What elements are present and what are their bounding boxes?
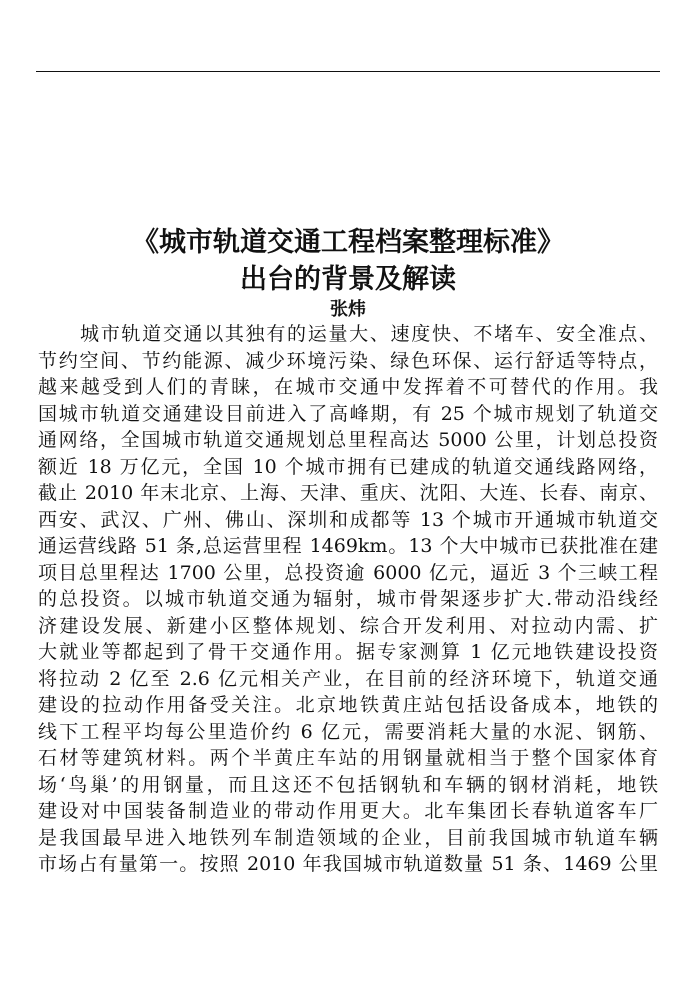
body-line: 济建设发展、新建小区整体规划、综合开发利用、对拉动内需、扩 xyxy=(38,614,658,637)
body-line: 节约空间、节约能源、减少环境污染、绿色环保、运行舒适等特点， xyxy=(38,349,658,372)
body-line: 通运营线路 51 条,总运营里程 1469km。13 个大中城市已获批准在建 xyxy=(38,535,658,557)
body-line: 项目总里程达 1700 公里，总投资逾 6000 亿元，逼近 3 个三峡工程 xyxy=(38,561,658,584)
body-line: 通网络，全国城市轨道交通规划总里程高达 5000 公里，计划总投资 xyxy=(38,429,658,451)
header-rule xyxy=(36,71,660,72)
body-line: 场‘鸟巢’的用钢量，而且这还不包括钢轨和车辆的钢材消耗，地铁 xyxy=(38,773,658,796)
body-line: 额近 18 万亿元，全国 10 个城市拥有已建成的轨道交通线路网络， xyxy=(38,455,658,478)
body-line: 石材等建筑材料。两个半黄庄车站的用钢量就相当于整个国家体育 xyxy=(38,747,658,769)
body-line: 国城市轨道交通建设目前进入了高峰期，有 25 个城市规划了轨道交 xyxy=(38,402,658,425)
body-line: 大就业等都起到了骨干交通作用。据专家测算 1 亿元地铁建设投资 xyxy=(38,641,658,663)
body-line: 的总投资。以城市轨道交通为辐射，城市骨架逐步扩大.带动沿线经 xyxy=(38,588,658,610)
body-line: 城市轨道交通以其独有的运量大、速度快、不堵车、安全准点、 xyxy=(80,323,658,345)
article-title-line-1: 《城市轨道交通工程档案整理标准》 xyxy=(132,227,564,258)
article-body xyxy=(38,321,658,878)
author-name: 张炜 xyxy=(330,299,366,320)
body-line: 越来越受到人们的青睐，在城市交通中发挥着不可替代的作用。我 xyxy=(38,376,658,398)
body-line: 建设的拉动作用备受关注。北京地铁黄庄站包括设备成本，地铁的 xyxy=(38,694,658,716)
body-line: 截止 2010 年末北京、上海、天津、重庆、沈阳、大连、长春、南京、 xyxy=(38,482,658,504)
body-line: 市场占有量第一。按照 2010 年我国城市轨道数量 51 条、1469 公里 xyxy=(38,853,658,875)
article-title-line-2: 出台的背景及解读 xyxy=(240,264,456,295)
body-line: 将拉动 2 亿至 2.6 亿元相关产业，在目前的经济环境下，轨道交通 xyxy=(38,667,658,690)
body-line: 建设对中国装备制造业的带动作用更大。北车集团长春轨道客车厂 xyxy=(38,800,658,822)
body-line: 线下工程平均每公里造价约 6 亿元，需要消耗大量的水泥、钢筋、 xyxy=(38,720,658,743)
body-line: 是我国最早进入地铁列车制造领域的企业，目前我国城市轨道车辆 xyxy=(38,826,658,849)
body-line: 西安、武汉、广州、佛山、深圳和成都等 13 个城市开通城市轨道交 xyxy=(38,508,658,531)
